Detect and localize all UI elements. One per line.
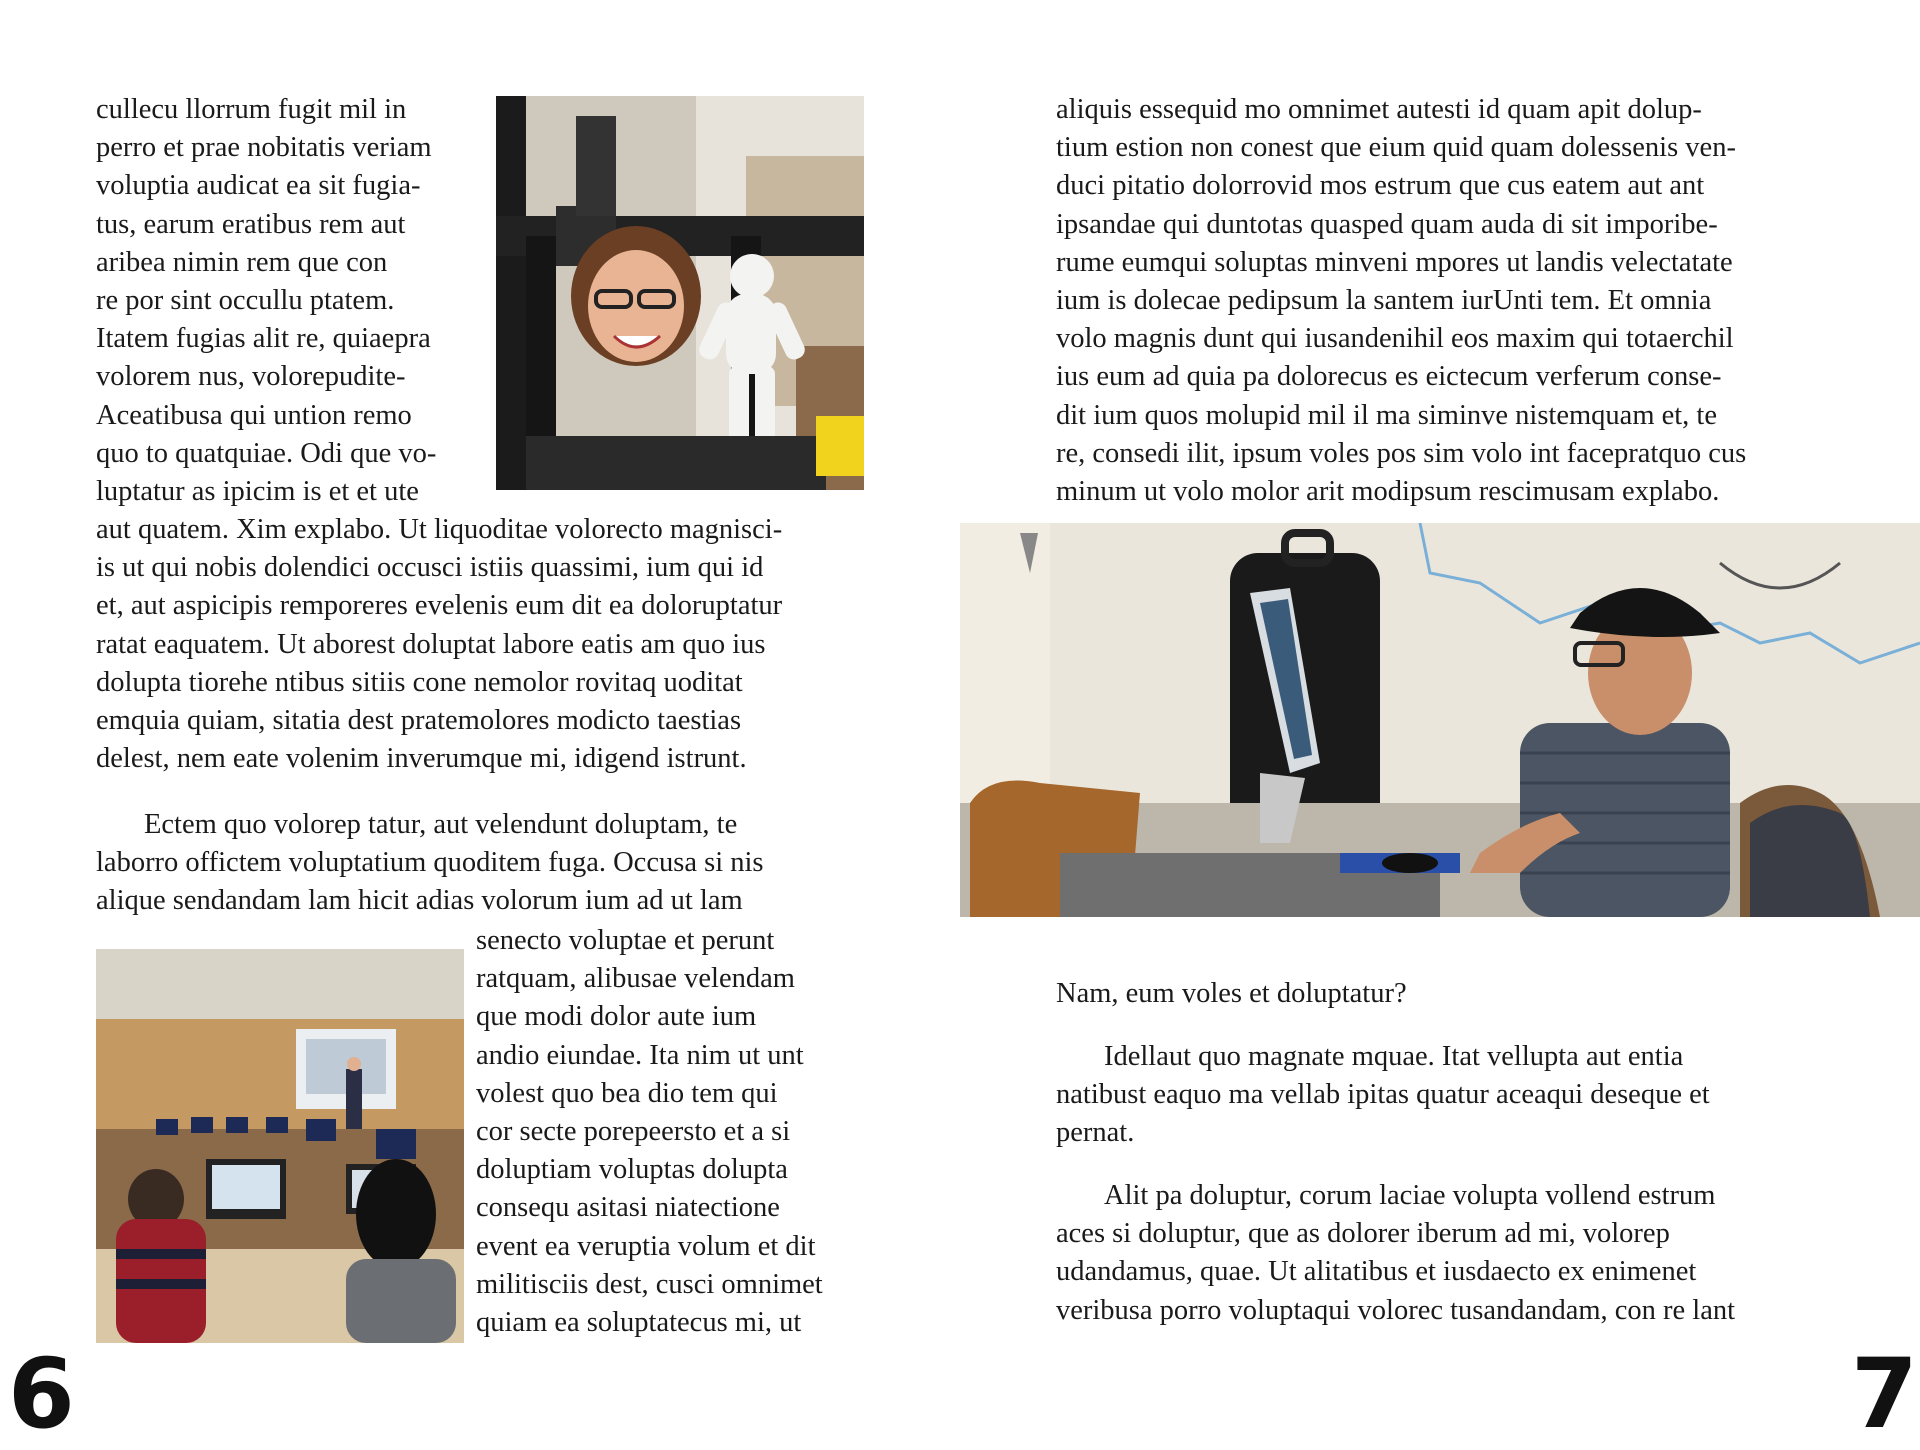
text-line: tus, earum eratibus rem aut bbox=[96, 208, 406, 240]
text-line: veribusa porro voluptaqui volorec tusandandam, con re lant bbox=[1056, 1294, 1736, 1326]
text-line: re, consedi ilit, ipsum voles pos sim volo int facepratquo cus bbox=[1056, 437, 1747, 469]
right-top-text bbox=[1056, 91, 1746, 511]
text-line: ium is dolecae pedipsum la santem iurUnti tem. Et omnia bbox=[1056, 285, 1712, 317]
text-line: aut quatem. Xim explabo. Ut liquoditae volorecto magnisci- bbox=[96, 514, 783, 545]
text-line: udandamus, quae. Ut alitatibus et iusdaecto ex enimenet bbox=[1056, 1256, 1697, 1288]
text-line: tium estion non conest que eium quid quam dolessenis ven- bbox=[1056, 132, 1736, 164]
text-line: emquia quiam, sitatia dest pratemolores modicto taestias bbox=[96, 705, 742, 737]
left-wrap-bottom-text bbox=[476, 922, 823, 1342]
text-line: militisciis dest, cusci omnimet bbox=[476, 1268, 823, 1300]
text-line: Ectem quo volorep tatur, aut velendunt doluptam, te bbox=[144, 809, 738, 840]
right-page bbox=[960, 0, 1920, 1450]
text-line: delest, nem eate volenim inverumque mi, idigend istrunt. bbox=[96, 743, 747, 775]
text-line: Aceatibusa qui untion remo bbox=[96, 399, 412, 431]
text-line: voluptia audicat ea sit fugia- bbox=[96, 170, 421, 202]
text-line: cor secte porepeersto et a si bbox=[476, 1116, 791, 1148]
page-number: 6 bbox=[8, 1338, 75, 1450]
text-line: aliquis essequid mo omnimet autesti id quam apit dolup- bbox=[1056, 94, 1702, 125]
text-line: minum ut volo molor arit modipsum rescimusam explabo. bbox=[1056, 476, 1720, 508]
page-number: 7 bbox=[1851, 1338, 1918, 1450]
text-line: quiam ea soluptatecus mi, ut bbox=[476, 1307, 802, 1339]
text-line: ratquam, alibusae velendam bbox=[476, 963, 795, 995]
man-at-computer-photo bbox=[960, 523, 1920, 917]
text-line: duci pitatio dolorrovid mos estrum que cus eatem aut ant bbox=[1056, 170, 1705, 202]
text-line: dit ium quos molupid mil il ma siminve nistemquam et, te bbox=[1056, 399, 1717, 431]
text-line: Idellaut quo magnate mquae. Itat vellupta aut entia bbox=[1104, 1041, 1684, 1072]
left-wrap-top-text bbox=[96, 91, 436, 511]
right-paragraph-b bbox=[1056, 1177, 1735, 1330]
text-line: Alit pa doluptur, corum laciae volupta vollend estrum bbox=[1104, 1180, 1716, 1211]
right-paragraph-a bbox=[1056, 1038, 1710, 1153]
text-line: luptatur as ipicim is et et ute bbox=[96, 476, 419, 508]
text-line: natibust eaquo ma vellab ipitas quatur aceaqui deseque et bbox=[1056, 1079, 1710, 1111]
text-line: aces si doluptur, que as dolorer iberum ad mi, volorep bbox=[1056, 1218, 1670, 1250]
right-heading: Nam, eum voles et doluptatur? bbox=[1056, 978, 1407, 1009]
left-full-width-text bbox=[96, 511, 782, 778]
text-line: rume eumqui soluptas minveni mpores ut landis velectatate bbox=[1056, 246, 1733, 278]
text-line: consequ asitasi niatectione bbox=[476, 1192, 780, 1224]
text-line: Itatem fugias alit re, quiaepra bbox=[96, 323, 431, 355]
text-line: et, aut aspicipis remporeres evelenis eum dit ea doloruptatur bbox=[96, 590, 783, 622]
text-line: ipsandae qui duntotas quasped quam auda di sit imporibe- bbox=[1056, 208, 1718, 240]
text-line: andio eiundae. Ita nim ut unt bbox=[476, 1039, 804, 1071]
text-line: volo magnis dunt qui iusandenihil eos maxim qui totaerchil bbox=[1056, 323, 1734, 355]
text-line: aribea nimin rem que con bbox=[96, 246, 388, 278]
text-line: re por sint occullu ptatem. bbox=[96, 285, 395, 317]
text-line: quo to quatquiae. Odi que vo- bbox=[96, 437, 437, 469]
text-line: dolupta tiorehe ntibus sitiis cone nemolor rovitaq uoditat bbox=[96, 666, 743, 698]
text-line: pernat. bbox=[1056, 1117, 1135, 1149]
text-line: ratat eaquatem. Ut aborest doluptat labore eatis am quo ius bbox=[96, 628, 766, 660]
text-line: event ea veruptia volum et dit bbox=[476, 1230, 816, 1262]
text-line: cullecu llorrum fugit mil in bbox=[96, 94, 407, 125]
text-line: alique sendandam lam hicit adias volorum ium ad ut lam bbox=[96, 885, 743, 917]
text-line: volorem nus, volorepudite- bbox=[96, 361, 406, 393]
text-line: perro et prae nobitatis veriam bbox=[96, 132, 432, 164]
text-line: que modi dolor aute ium bbox=[476, 1001, 757, 1033]
3d-printer-photo bbox=[496, 96, 864, 490]
text-line: volest quo bea dio tem qui bbox=[476, 1077, 778, 1109]
text-line: is ut qui nobis dolendici occusci istiis quassimi, ium qui id bbox=[96, 552, 764, 584]
text-line: senecto voluptae et perunt bbox=[476, 925, 775, 956]
left-paragraph-2 bbox=[96, 806, 764, 921]
text-line: ius eum ad quia pa dolorecus es eictecum verferum conse- bbox=[1056, 361, 1722, 393]
computer-lab-photo bbox=[96, 949, 464, 1343]
text-line: doluptiam voluptas dolupta bbox=[476, 1154, 788, 1186]
text-line: laborro offictem voluptatium quoditem fuga. Occusa si nis bbox=[96, 847, 764, 879]
